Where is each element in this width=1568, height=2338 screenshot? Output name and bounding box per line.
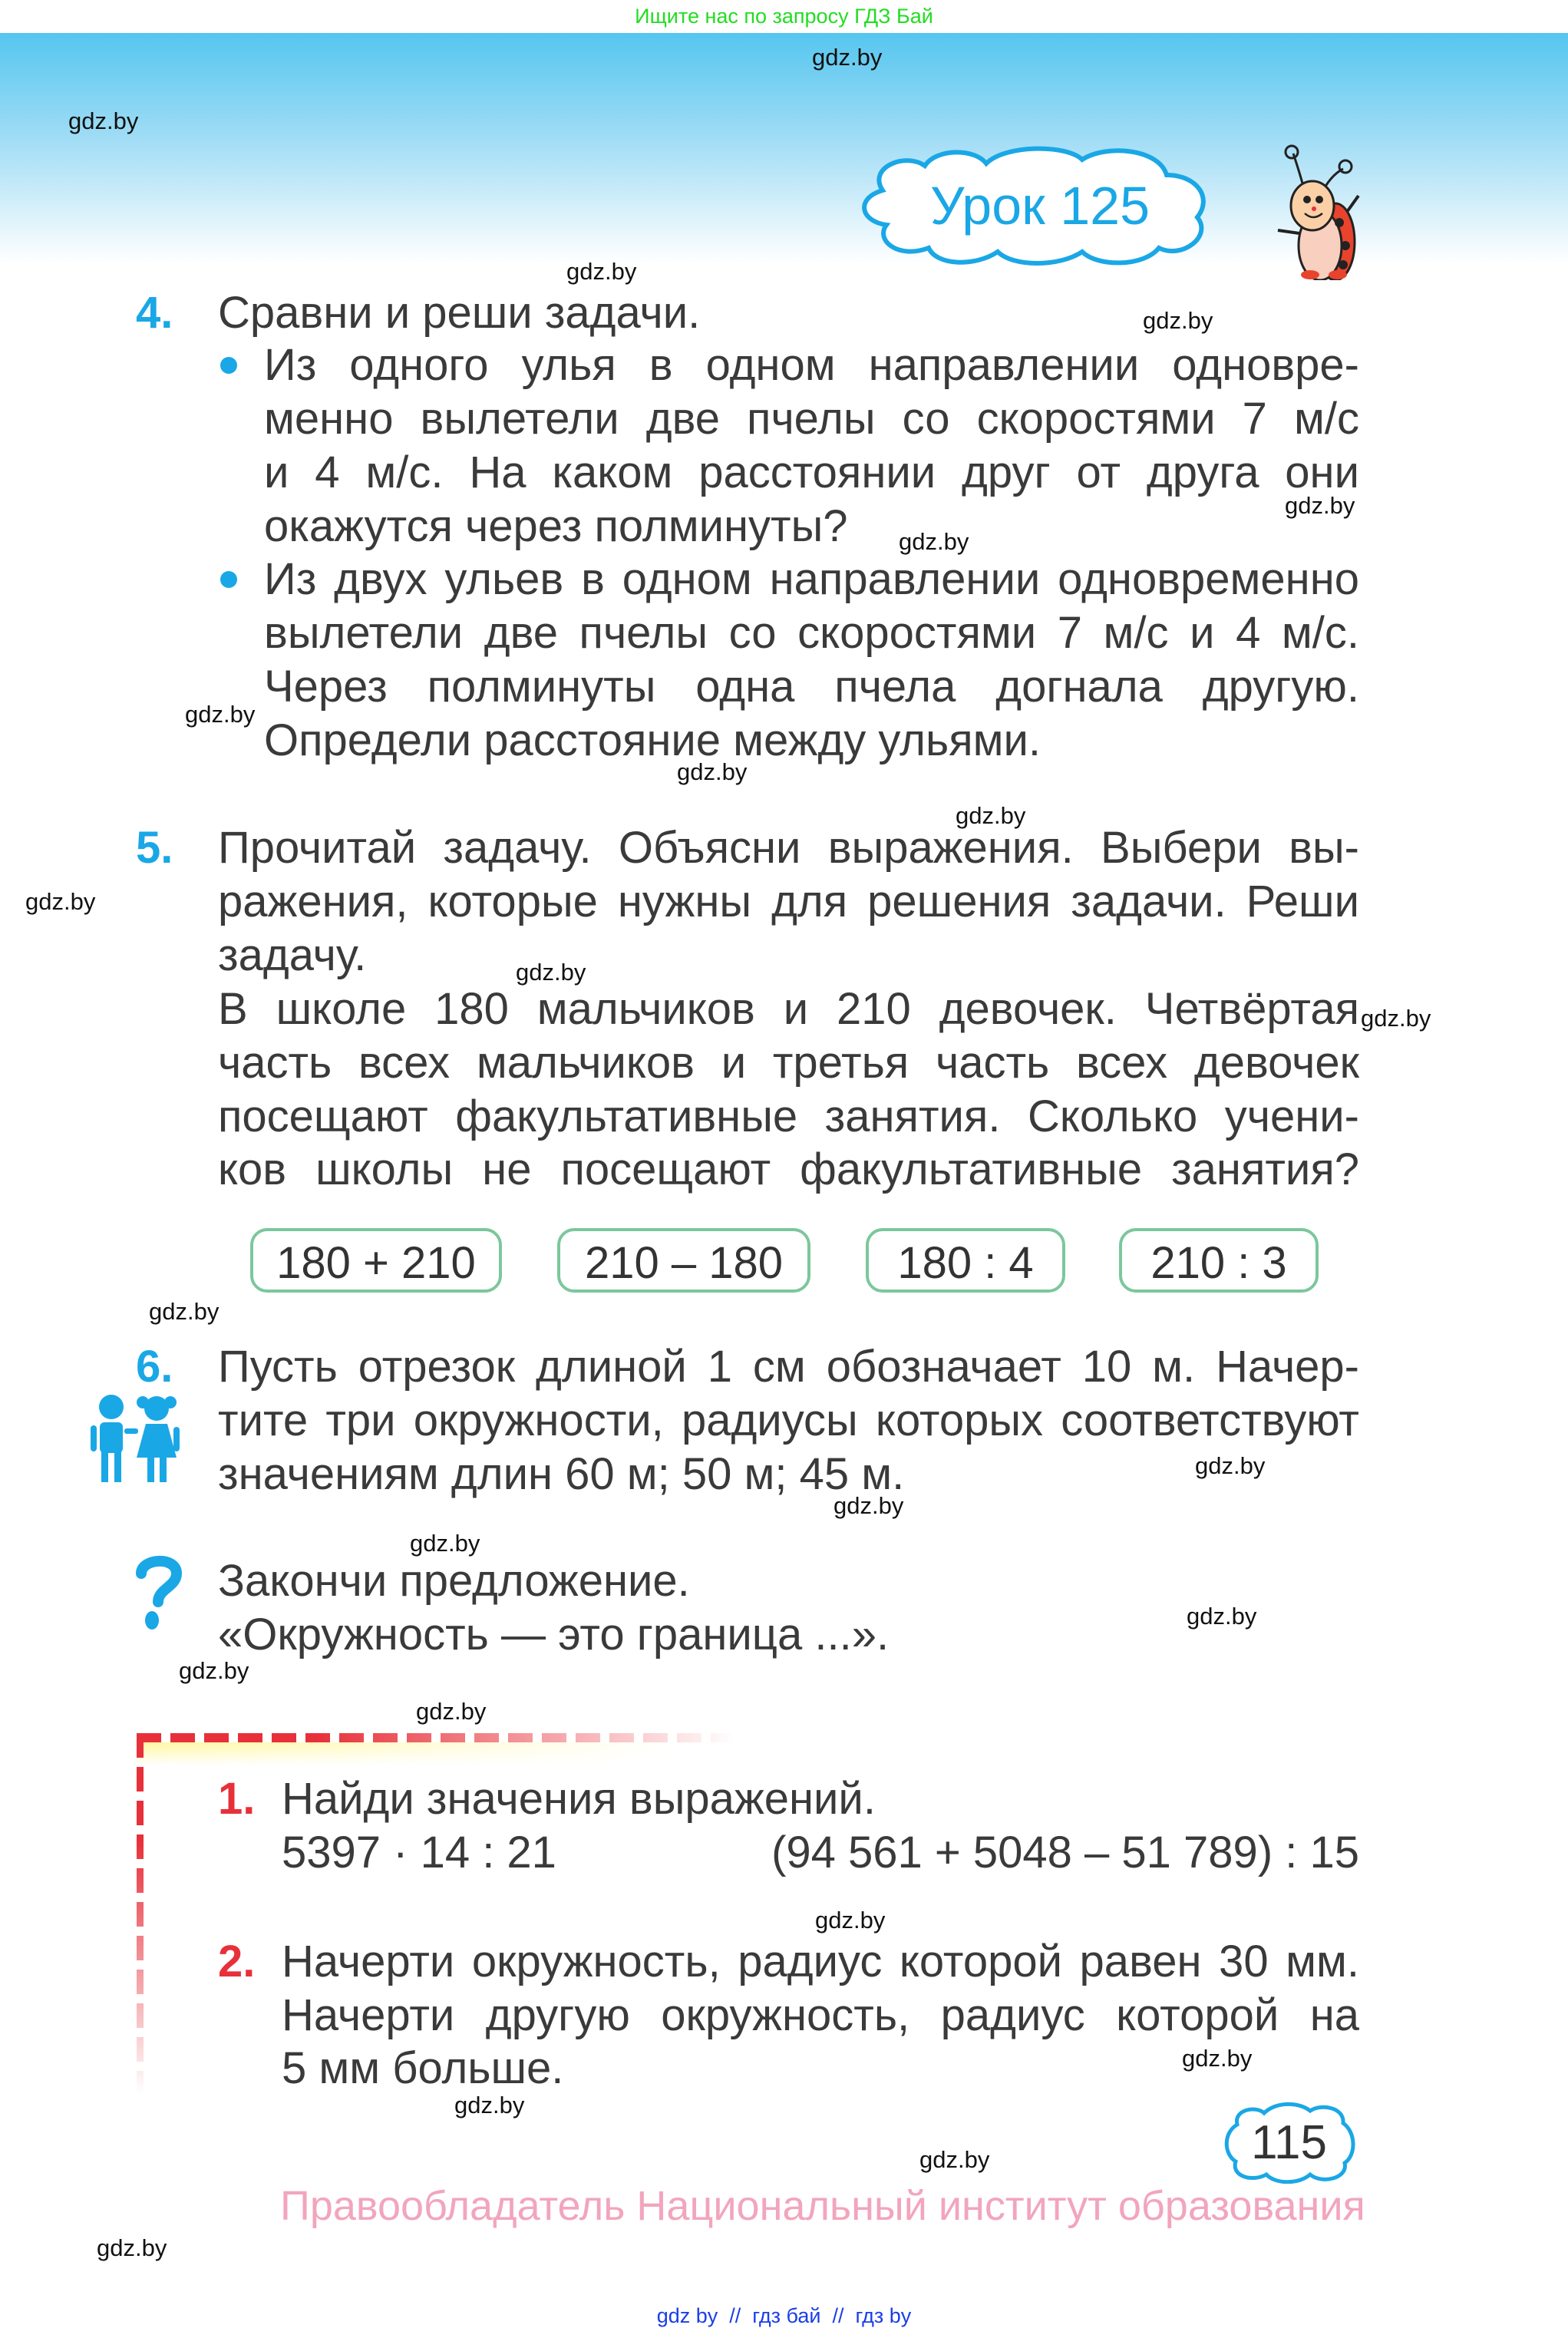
- ladybug-icon: [1270, 138, 1378, 280]
- task-text-line: значениям длин 60 м; 50 м; 45 м.: [218, 1449, 905, 1499]
- homework-number: 1.: [218, 1774, 256, 1824]
- page-number-badge: [1222, 2102, 1356, 2184]
- task-text-line: Из двух ульев в одном направлении одновременно: [264, 554, 1359, 604]
- task-text-line: ражения, которые нужны для решения задачи. Реши: [218, 877, 1359, 926]
- task-text-line: тите три окружности, радиусы которых соответствуют: [218, 1395, 1359, 1445]
- task-title: Сравни и реши задачи.: [218, 288, 701, 338]
- homework-text-line: Начерти другую окружность, радиус которой на: [282, 1990, 1359, 2040]
- copyright-notice: Правообладатель Национальный институт образования: [280, 2183, 1365, 2229]
- task-text-line: окажутся через полминуты?: [264, 501, 848, 551]
- lesson-title: Урок 125: [929, 176, 1150, 236]
- footer-links[interactable]: gdz by // гдз бай // гдз by: [656, 2304, 912, 2327]
- question-text-line: «Окружность — это граница ...».: [218, 1610, 890, 1659]
- expression-card[interactable]: 180 + 210: [250, 1228, 502, 1293]
- watermark: gdz.by: [956, 802, 1026, 829]
- homework-number: 2.: [218, 1937, 256, 1986]
- watermark: gdz.by: [149, 1298, 220, 1325]
- watermark: gdz.by: [1285, 492, 1355, 519]
- task-text-line: Прочитай задачу. Объясни выражения. Выбери вы-: [218, 823, 1359, 873]
- homework-frame-left: [137, 1733, 144, 2094]
- task-text-line: менно вылетели две пчелы со скоростями 7 м/с: [264, 394, 1359, 444]
- question-mark-icon: [132, 1554, 186, 1631]
- task-number: 5.: [136, 823, 173, 873]
- watermark: gdz.by: [179, 1657, 249, 1684]
- lesson-title-cloud: [852, 144, 1228, 267]
- watermark: gdz.by: [1182, 2045, 1253, 2072]
- watermark: gdz.by: [834, 1492, 904, 1519]
- watermark: gdz.by: [1187, 1603, 1257, 1630]
- watermark: gdz.by: [1361, 1005, 1431, 1032]
- watermark: gdz.by: [812, 44, 883, 71]
- expression: (94 561 + 5048 – 51 789) : 15: [771, 1828, 1359, 1877]
- watermark: gdz.by: [919, 2146, 990, 2173]
- watermark: gdz.by: [68, 107, 139, 134]
- watermark: gdz.by: [1195, 1452, 1266, 1479]
- homework-frame-top: [137, 1733, 735, 1742]
- task-text-line: посещают факультативные занятия. Сколько учени-: [218, 1091, 1359, 1141]
- task-number: 4.: [136, 288, 173, 338]
- pair-work-kids-icon: [86, 1393, 186, 1485]
- task-text-line: Пусть отрезок длиной 1 см обозначает 10 м. Начер-: [218, 1342, 1359, 1392]
- task-text-line: и 4 м/с. На каком расстоянии друг от друга они: [264, 447, 1359, 497]
- question-text-line: Закончи предложение.: [218, 1556, 690, 1606]
- expression-card[interactable]: 180 : 4: [866, 1228, 1065, 1293]
- watermark: gdz.by: [410, 1530, 480, 1557]
- watermark: gdz.by: [454, 2092, 525, 2118]
- expression-card[interactable]: 210 – 180: [557, 1228, 810, 1293]
- watermark: gdz.by: [185, 701, 256, 728]
- watermark: gdz.by: [815, 1907, 886, 1933]
- expression: 5397 · 14 : 21: [282, 1828, 556, 1877]
- top-notice: Ищите нас по запросу ГДЗ Бай: [0, 0, 1568, 33]
- watermark: gdz.by: [566, 258, 637, 285]
- page-number: 115: [1251, 2116, 1327, 2169]
- expression-card[interactable]: 210 : 3: [1119, 1228, 1319, 1293]
- homework-text-line: Начерти окружность, радиус которой равен 30 мм.: [282, 1937, 1359, 1986]
- watermark: gdz.by: [899, 528, 969, 555]
- bullet-icon: [220, 571, 237, 588]
- watermark: gdz.by: [416, 1698, 487, 1725]
- task-text-line: Определи расстояние между ульями.: [264, 715, 1041, 765]
- task-number: 6.: [136, 1342, 173, 1392]
- task-text-line: задачу.: [218, 930, 367, 980]
- task-text-line: Из одного улья в одном направлении одновре-: [264, 340, 1359, 390]
- task-text-line: В школе 180 мальчиков и 210 девочек. Четвёртая: [218, 984, 1359, 1034]
- task-text-line: ков школы не посещают факультативные занятия?: [218, 1144, 1359, 1194]
- homework-text-line: 5 мм больше.: [282, 2043, 564, 2093]
- watermark: gdz.by: [97, 2234, 167, 2261]
- task-text-line: часть всех мальчиков и третья часть всех девочек: [218, 1038, 1359, 1088]
- task-text-line: вылетели две пчелы со скоростями 7 м/с и 4 м/с.: [264, 608, 1359, 658]
- homework-title: Найди значения выражений.: [282, 1774, 876, 1824]
- bullet-icon: [220, 357, 237, 374]
- watermark: gdz.by: [25, 888, 96, 915]
- watermark: gdz.by: [516, 959, 586, 986]
- homework-frame-glow: [137, 1742, 674, 1765]
- task-text-line: Через полминуты одна пчела догнала другую.: [264, 662, 1359, 712]
- watermark: gdz.by: [1143, 307, 1213, 334]
- watermark: gdz.by: [677, 758, 748, 785]
